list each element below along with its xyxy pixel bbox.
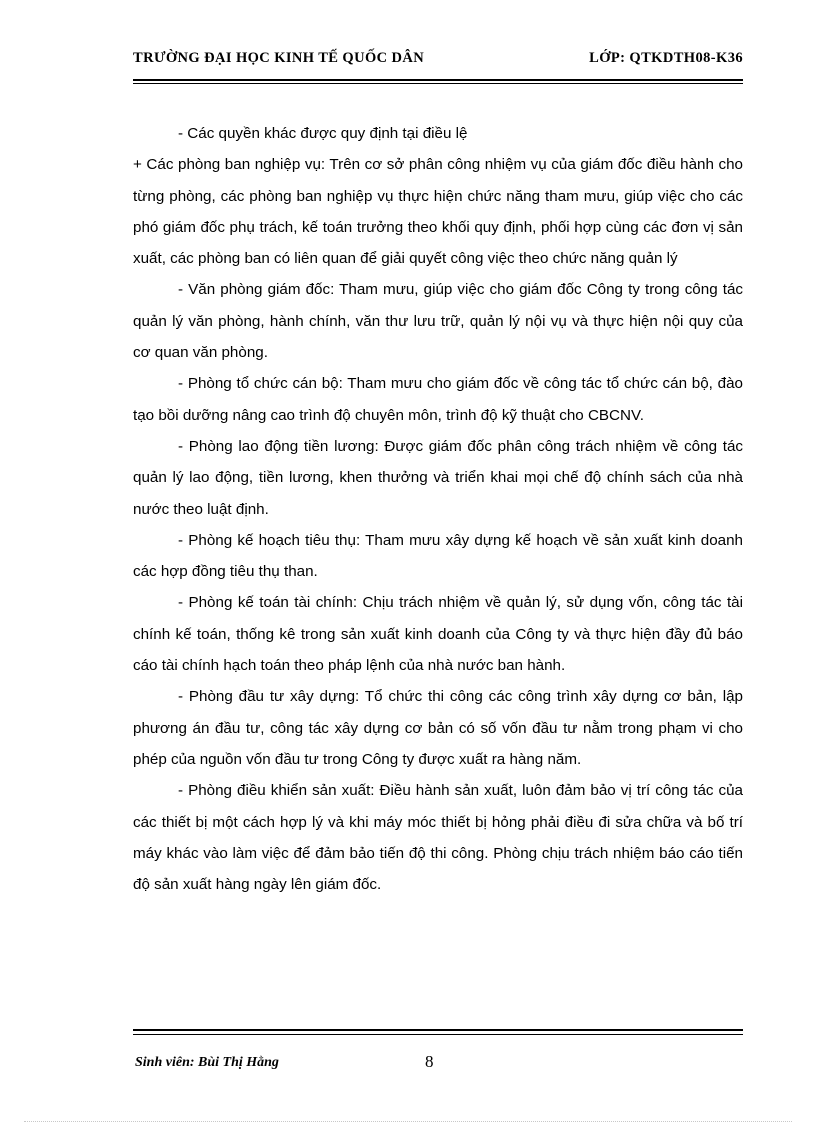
page-header	[133, 50, 743, 76]
header-rule-thin	[133, 83, 743, 84]
paragraph-labor-salary: - Phòng lao động tiền lương: Được giám đốc phân công trách nhiệm về công tác quản lý lao động, tiền lương, khen thưởng và triển khai mọi chế độ chính sách của nhà nước theo luật định.	[133, 437, 743, 518]
paragraph-accounting: - Phòng kế toán tài chính: Chịu trách nhiệm về quản lý, sử dụng vốn, công tác tài chính kế toán, thống kê trong sản xuất kinh doanh của Công ty và thực hiện đầy đủ báo cáo tài chính hạch toán theo pháp lệnh của nhà nước ban hành.	[133, 594, 743, 675]
footer-rule-thick	[133, 1029, 743, 1031]
student-name: Sinh viên: Bùi Thị Hằng	[135, 1055, 279, 1070]
page-number: 8	[425, 1052, 434, 1071]
document-body	[133, 118, 743, 900]
footer-rule-thin	[133, 1034, 743, 1035]
class-code: LỚP: QTKDTH08-K36	[589, 50, 743, 66]
paragraph-departments: + Các phòng ban nghiệp vụ: Trên cơ sở phân công nhiệm vụ của giám đốc điều hành cho từng phòng, các phòng ban nghiệp vụ thực hiện chức năng tham mưu, giúp việc cho các phó giám đốc phụ trách, kế toán trưởng theo khối quy định, phối hợp cùng các đơn vị sản xuất, các phòng ban có liên quan để giải quyết công việc theo chức năng quản lý	[133, 156, 743, 268]
paragraph-production-control: - Phòng điều khiển sản xuất: Điều hành sản xuất, luôn đảm bảo vị trí công tác của các thiết bị một cách hợp lý và khi máy móc thiết bị hỏng phải điều đi sửa chữa và bố trí máy khác vào làm việc để đảm bảo tiến độ thi công. Phòng chịu trách nhiệm báo cáo tiến độ sản xuất hàng ngày lên giám đốc.	[133, 782, 743, 894]
header-rule-thick	[133, 79, 743, 81]
paragraph-director-office: - Văn phòng giám đốc: Tham mưu, giúp việc cho giám đốc Công ty trong công tác quản lý văn phòng, hành chính, văn thư lưu trữ, quản lý nội vụ và thực hiện nội quy của cơ quan văn phòng.	[133, 281, 743, 362]
university-name: TRƯỜNG ĐẠI HỌC KINH TẾ QUỐC DÂN	[133, 50, 425, 66]
paragraph-planning-sales: - Phòng kế hoạch tiêu thụ: Tham mưu xây dựng kế hoạch về sản xuất kinh doanh các hợp đồng tiêu thụ than.	[133, 531, 743, 581]
paragraph-personnel: - Phòng tổ chức cán bộ: Tham mưu cho giám đốc về công tác tổ chức cán bộ, đào tạo bồi dưỡng nâng cao trình độ chuyên môn, trình độ kỹ thuật cho CBCNV.	[133, 375, 743, 424]
paragraph-investment: - Phòng đầu tư xây dựng: Tổ chức thi công các công trình xây dựng cơ bản, lập phương án đầu tư, công tác xây dựng cơ bản có số vốn đầu tư nằm trong phạm vi cho phép của nguồn vốn đầu tư trong Công ty được xuất ra hàng năm.	[133, 688, 743, 768]
paragraph-other-rights: - Các quyền khác được quy định tại điều lệ	[178, 125, 468, 142]
